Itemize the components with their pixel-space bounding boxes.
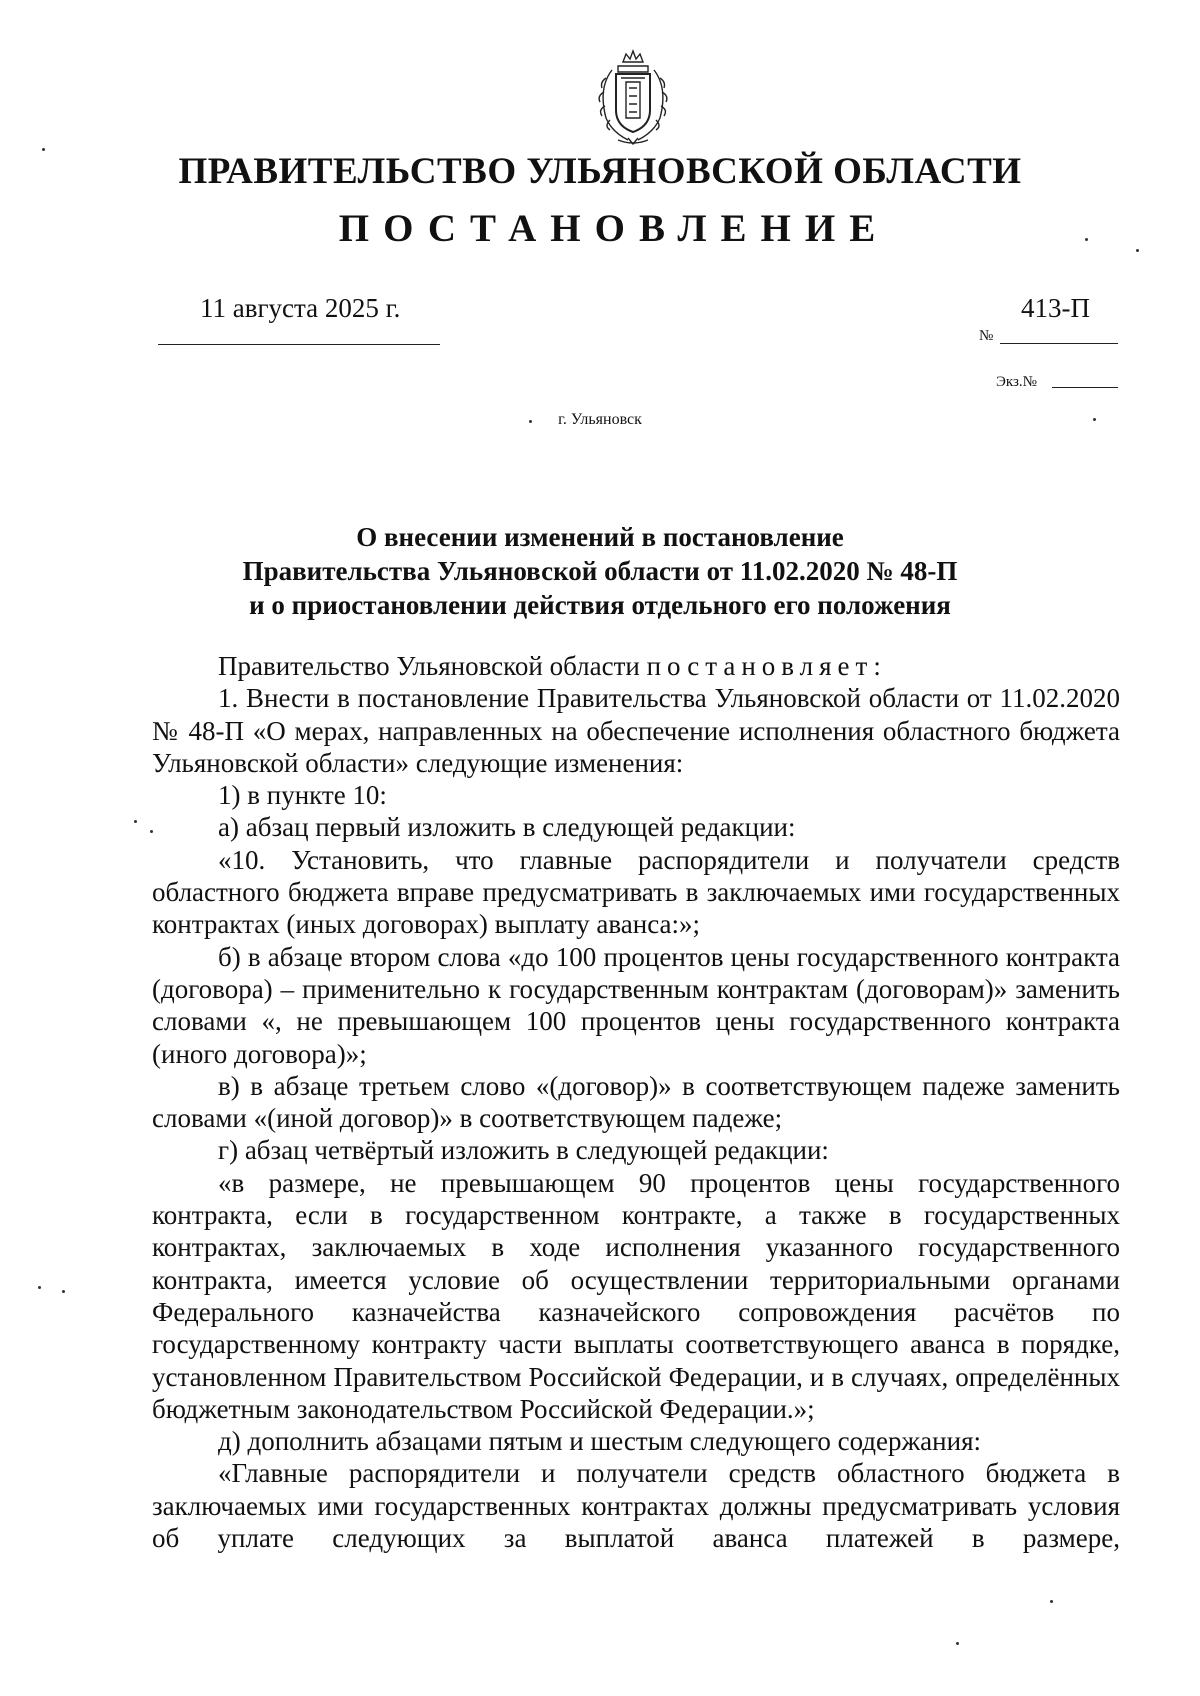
scan-speck bbox=[529, 420, 532, 423]
intro-verb: постановляет: bbox=[646, 651, 887, 681]
paragraph: а) абзац первый изложить в следующей редакции: bbox=[218, 812, 796, 843]
paragraph: б) в абзаце втором слова «до 100 процентов цены государственного контракта (договора) – применительно к государственным контрактам (договорам)» заменить словами «, не превышающем 100 процентов цены государственного контракта (иного договора)»; bbox=[152, 941, 1120, 1069]
title-line: и о приостановлении действия отдельного его положения bbox=[249, 590, 951, 620]
number-label: № bbox=[979, 328, 994, 344]
number-underline bbox=[1000, 343, 1118, 344]
date-underline bbox=[158, 344, 440, 345]
copy-number-label: Экз.№ bbox=[996, 374, 1037, 390]
scan-speck bbox=[150, 830, 153, 833]
scan-speck bbox=[134, 820, 137, 823]
paragraph: в) в абзаце третьем слово «(договор)» в соответствующем падеже заменить словами «(иной договор)» в соответствующем падеже; bbox=[152, 1070, 1120, 1134]
paragraph: «Главные распорядители и получатели средств областного бюджета в заключаемых ими государственных контрактах должны предусматривать условия об уплате следующих за выплатой аванса платежей в размере, bbox=[152, 1458, 1120, 1554]
scan-speck bbox=[1093, 418, 1096, 421]
title-line: О внесении изменений в постановление bbox=[356, 522, 844, 552]
paragraph: г) абзац четвёртый изложить в следующей редакции: bbox=[218, 1135, 829, 1166]
copy-number-underline bbox=[1052, 387, 1118, 388]
intro-prefix: Правительство Ульяновской области bbox=[218, 651, 647, 681]
scan-speck bbox=[1050, 1600, 1053, 1603]
intro-paragraph bbox=[152, 650, 1120, 682]
coat-of-arms-emblem bbox=[588, 48, 678, 148]
scan-speck bbox=[42, 148, 45, 151]
paragraph: д) дополнить абзацами пятым и шестым следующего содержания: bbox=[218, 1426, 981, 1457]
paragraph: «в размере, не превышающем 90 процентов цены государственного контракта, если в государственном контракте, а также в государственных контрактах, заключаемых в ходе исполнения указанного государственного контракта, имеется условие об осуществлении территориальными органами Федерального казначейства казначейского сопровождения расчётов по государственному контракту части выплаты соответствующего аванса в порядке, установленном Правительством Российской Федерации, и в случаях, определённых бюджетным законодательством Российской Федерации.»; bbox=[152, 1167, 1120, 1424]
scan-speck bbox=[956, 1642, 959, 1645]
document-number: 413-П bbox=[1021, 293, 1090, 323]
document-type-heading: ПОСТАНОВЛЕНИЕ bbox=[338, 207, 890, 250]
paragraph: 1) в пункте 10: bbox=[218, 780, 387, 811]
paragraph: 1. Внести в постановление Правительства Ульяновской области от 11.02.2020 № 48-П «О мерах, направленных на обеспечение исполнения областного бюджета Ульяновской области» следующие изменения: bbox=[152, 683, 1120, 778]
government-name-heading: ПРАВИТЕЛЬСТВО УЛЬЯНОВСКОЙ ОБЛАСТИ bbox=[178, 151, 1022, 192]
document-title bbox=[150, 520, 1050, 622]
city-name: г. Ульяновск bbox=[558, 411, 642, 428]
scan-speck bbox=[1085, 238, 1088, 241]
scan-speck bbox=[62, 1290, 65, 1293]
scan-speck bbox=[1136, 249, 1139, 252]
paragraph: «10. Установить, что главные распорядители и получатели средств областного бюджета вправе предусматривать в заключаемых ими государственных контрактах (иных договорах) выплату аванса:»; bbox=[152, 844, 1120, 940]
document-date: 11 августа 2025 г. bbox=[200, 293, 401, 323]
title-line: Правительства Ульяновской области от 11.02.2020 № 48-П bbox=[242, 556, 958, 586]
scan-speck bbox=[38, 1286, 41, 1289]
document-body bbox=[152, 650, 1120, 1554]
